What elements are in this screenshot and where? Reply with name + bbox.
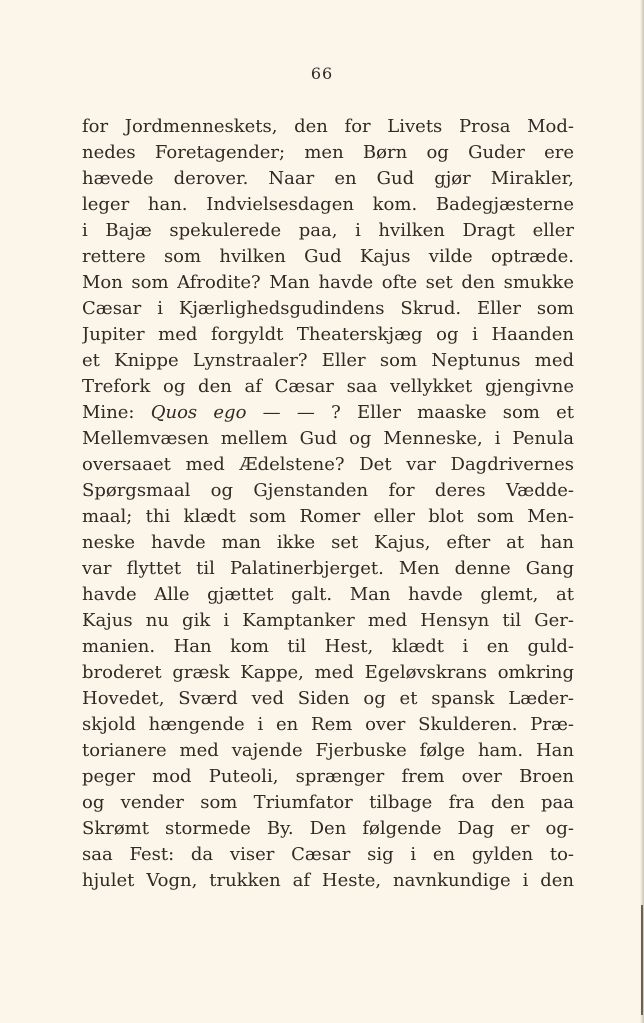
- text-line: manien. Han kom til Hest, klædt i en guld-: [82, 636, 574, 657]
- text-line: Trefork og den af Cæsar saa vellykket gjengivne: [82, 376, 574, 397]
- text-line: Skrømt stormede By. Den følgende Dag er og-: [82, 818, 574, 839]
- text-line: torianere med vajende Fjerbuske følge ham. Han: [82, 740, 574, 761]
- text-line: hjulet Vogn, trukken af Heste, navnkundige i den: [82, 870, 574, 891]
- body-text: [82, 114, 574, 894]
- text-line: rettere som hvilken Gud Kajus vilde optræde.: [82, 246, 574, 267]
- text-line: og vender som Triumfator tilbage fra den paa: [82, 792, 574, 813]
- text-line: Mine: Quos ego — — ? Eller maaske som et: [82, 402, 574, 423]
- text-line: oversaaet med Ædelstene? Det var Dagdrivernes: [82, 454, 574, 475]
- text-line: Jupiter med forgyldt Theaterskjæg og i Haanden: [82, 324, 574, 345]
- text-line: nedes Foretagender; men Børn og Guder ere: [82, 142, 574, 163]
- text-line: var flyttet til Palatinerbjerget. Men denne Gang: [82, 558, 574, 579]
- text-line: for Jordmenneskets, den for Livets Prosa Mod-: [82, 116, 574, 137]
- text-line: Mellemvæsen mellem Gud og Menneske, i Penula: [82, 428, 574, 449]
- text-line: maal; thi klædt som Romer eller blot som Men-: [82, 506, 574, 527]
- text-line: saa Fest: da viser Cæsar sig i en gylden to-: [82, 844, 574, 865]
- text-line: i Bajæ spekulerede paa, i hvilken Dragt eller: [82, 220, 574, 241]
- text-line: broderet græsk Kappe, med Egeløvskrans omkring: [82, 662, 574, 683]
- text-line: peger mod Puteoli, sprænger frem over Broen: [82, 766, 574, 787]
- text-line: skjold hængende i en Rem over Skulderen. Præ-: [82, 714, 574, 735]
- text-line: Cæsar i Kjærlighedsgudindens Skrud. Eller som: [82, 298, 574, 319]
- page-edge-mark: [641, 905, 643, 1015]
- text-line: Hovedet, Sværd ved Siden og et spansk Læder-: [82, 688, 574, 709]
- text-line: hævede derover. Naar en Gud gjør Mirakler,: [82, 168, 574, 189]
- text-line: Mon som Afrodite? Man havde ofte set den smukke: [82, 272, 574, 293]
- page-number: 66: [310, 64, 334, 83]
- page-edge-shadow: [640, 0, 644, 1023]
- text-line: Spørgsmaal og Gjenstanden for deres Vædde-: [82, 480, 574, 501]
- text-line: leger han. Indvielsesdagen kom. Badegjæsterne: [82, 194, 574, 215]
- text-line: et Knippe Lynstraaler? Eller som Neptunus med: [82, 350, 574, 371]
- latin-quote: Quos ego: [150, 402, 247, 423]
- text-line: havde Alle gjættet galt. Man havde glemt, at: [82, 584, 574, 605]
- text-line: neske havde man ikke set Kajus, efter at han: [82, 532, 574, 553]
- text-line: Kajus nu gik i Kamptanker med Hensyn til Ger-: [82, 610, 574, 631]
